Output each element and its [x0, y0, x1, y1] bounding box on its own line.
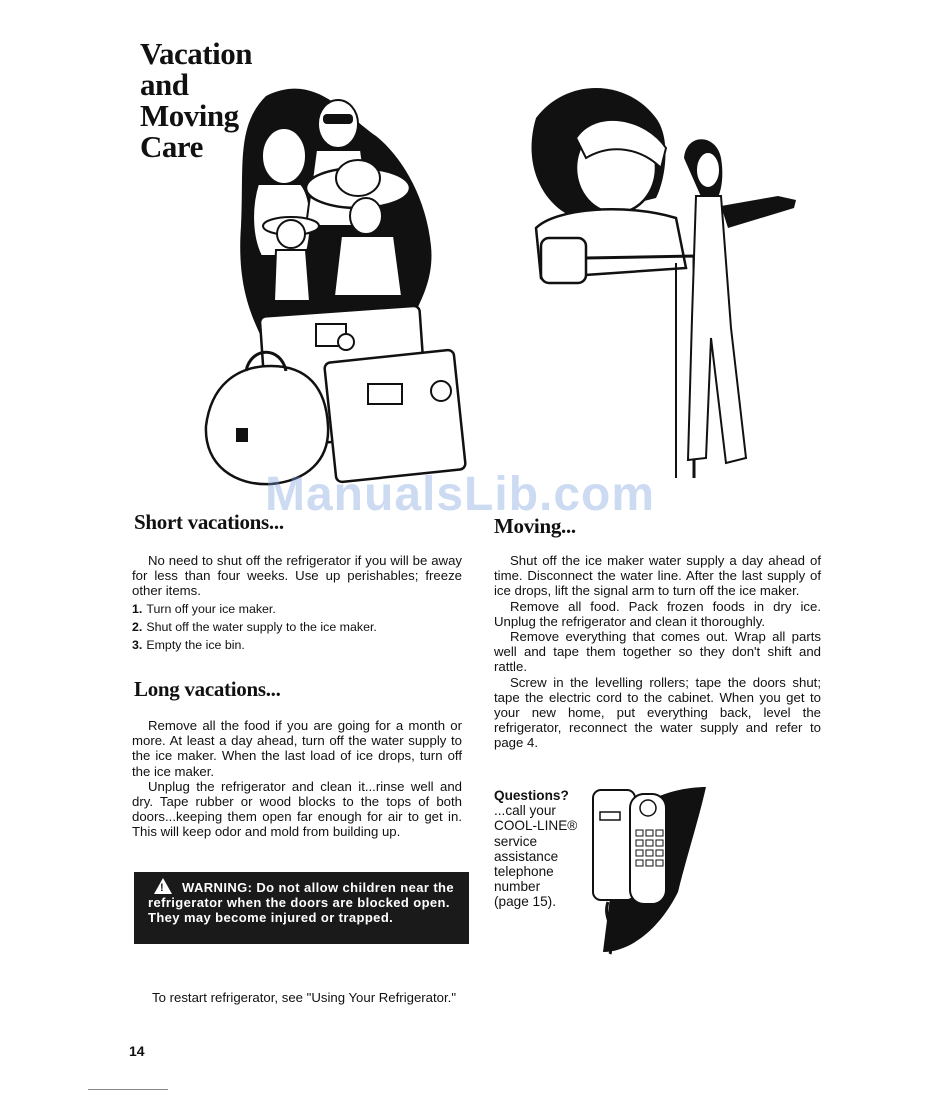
list-item [132, 600, 462, 618]
questions-label: Questions? [494, 788, 569, 803]
footer-divider [88, 1089, 168, 1090]
short-vacations-steps [132, 600, 462, 654]
moving-paragraph: Screw in the levelling rollers; tape the doors shut; tape the electric cord to the cabinet. When you get to your new home, put everything back, level the refrigerator, reconnect the water supply and refer to page 4. [494, 674, 821, 751]
long-vacations-paragraph: Remove all the food if you are going for a month or more. At least a day ahead, turn off the water supply to the ice maker. When the last load of ice drops, turn off the ice maker. [132, 718, 462, 779]
list-item [132, 636, 462, 654]
restart-text: To restart refrigerator, see "Using Your Refrigerator." [152, 990, 457, 1005]
step-text: Shut off the water supply to the ice maker. [146, 619, 377, 634]
warning-label: WARNING: [182, 880, 253, 895]
moving-paragraph: Remove all food. Pack frozen foods in dry ice. Unplug the refrigerator and clean it thoroughly. [494, 598, 821, 629]
short-vacations-body [132, 553, 462, 654]
step-number: 2. [132, 619, 143, 634]
warning-icon [154, 878, 172, 894]
questions-line: service [494, 833, 538, 849]
questions-line: ...call your [494, 803, 556, 819]
title-line: Vacation [140, 36, 252, 71]
title-line: Care [140, 129, 203, 164]
title-line: Moving [140, 98, 239, 133]
step-text: Empty the ice bin. [146, 637, 245, 652]
telephone-icon [588, 782, 713, 957]
page-number: 14 [129, 1043, 145, 1059]
long-vacations-body [132, 718, 462, 840]
title-line: and [140, 67, 189, 102]
list-item [132, 618, 462, 636]
short-vacations-heading: Short vacations... [134, 510, 284, 534]
moving-couple-illustration [516, 78, 806, 478]
questions-line: (page 15). [494, 894, 556, 910]
long-vacations-heading: Long vacations... [134, 677, 281, 701]
questions-line: number [494, 879, 541, 895]
step-number: 1. [132, 601, 143, 616]
moving-heading: Moving... [494, 514, 576, 538]
warning-box [134, 872, 469, 944]
restart-note [136, 990, 472, 1005]
moving-paragraph: Remove everything that comes out. Wrap all parts well and tape them together so they don't shift and rattle. [494, 629, 821, 675]
step-number: 3. [132, 637, 143, 652]
warning-text: Do not allow children near the refrigerator when the doors are blocked open. They may become injured or trapped. [148, 880, 455, 925]
family-luggage-illustration [196, 66, 496, 506]
long-vacations-paragraph: Unplug the refrigerator and clean it...rinse well and dry. Tape rubber or wood blocks to the tops of both doors...keeping them open far enough for air to get in. This will keep odor and mold from building up. [132, 778, 462, 840]
watermark: ManualsLib.com [265, 468, 656, 521]
questions-line: COOL-LINE® [494, 818, 578, 834]
moving-body [494, 553, 821, 751]
questions-line: telephone [494, 864, 554, 880]
step-text: Turn off your ice maker. [146, 601, 276, 616]
short-vacations-intro: No need to shut off the refrigerator if you will be away for less than four weeks. Use up perishables; freeze other items. [132, 553, 462, 599]
questions-block [494, 788, 594, 910]
questions-line: assistance [494, 848, 559, 864]
moving-paragraph: Shut off the ice maker water supply a day ahead of time. Disconnect the water line. After the last supply of ice drops, lift the signal arm to turn off the ice maker. [494, 553, 821, 599]
